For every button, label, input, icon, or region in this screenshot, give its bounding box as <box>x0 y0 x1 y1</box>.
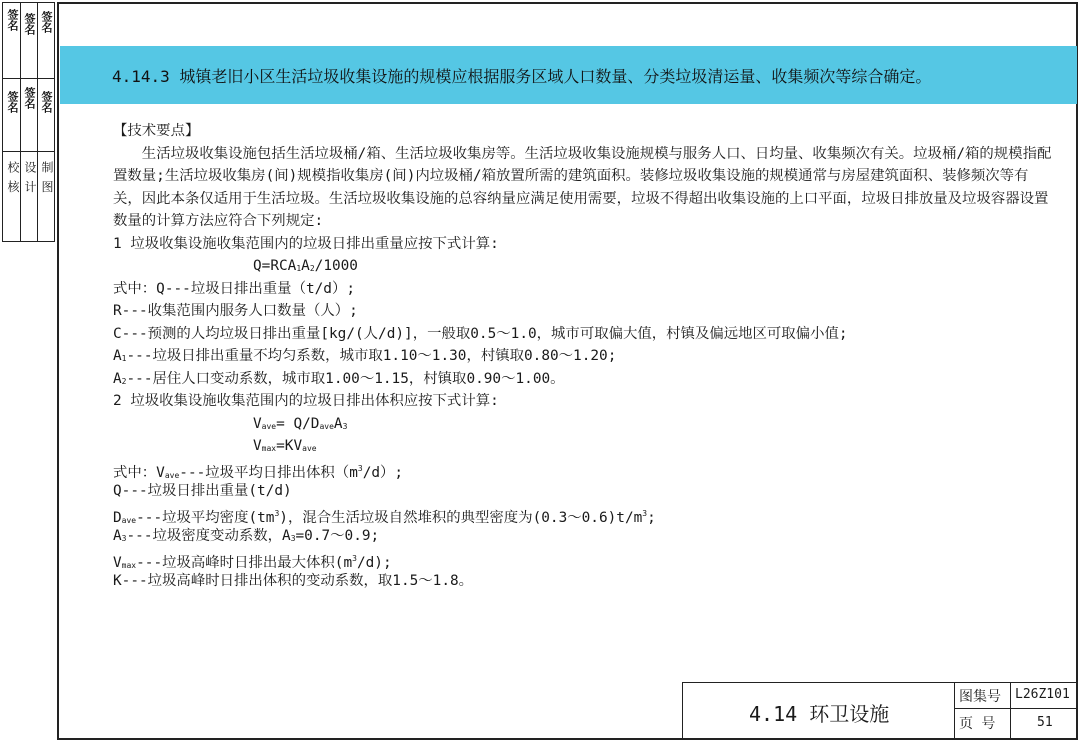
label-design: 设 计 <box>23 161 37 193</box>
page-number-label: 页 号 <box>955 709 1011 739</box>
label-check: 校 核 <box>6 161 20 193</box>
atlas-number-value: L26Z101 <box>1011 683 1077 709</box>
section-title-cell <box>683 683 955 739</box>
clause-text: 4.14.3 城镇老旧小区生活垃圾收集设施的规模应根据服务区域人口数量、分类垃圾清运量、收集频次等综合确定。 <box>112 67 932 86</box>
formula-vave: $V_{ave}= Q/D_{ave}A_3$ <box>253 415 348 432</box>
definition-a3: $A_3---$垃圾密度变动系数，$A_3=0.7\sim 0.9$; <box>113 528 380 544</box>
definition-dave: $D_{ave}---$垃圾平均密度$(tm^3)$，混合生活垃圾自然堆积的典型密度为$(0.3\sim 0.6)t/m^3$; <box>113 508 656 526</box>
definition-vave: 式中：$V_{ave}---$垃圾平均日排出体积$(m^3/d)$; <box>113 463 404 481</box>
definition-q2: Q---垃圾日排出重量(t/d) <box>113 483 292 499</box>
signature-mark: 签名 <box>23 13 36 35</box>
signature-mark: 签名 <box>6 91 19 113</box>
definition-a2: $A_2---$居住人口变动系数，城市取1.00～1.15，村镇取0.90～1.00。 <box>113 370 565 387</box>
clause-banner <box>60 46 1077 104</box>
signature-mark: 签名 <box>23 87 36 109</box>
intro-paragraph: 生活垃圾收集设施包括生活垃圾桶/箱、生活垃圾收集房等。生活垃圾收集设施规模与服务人口、日均量、收集频次有关。垃圾桶/箱的规模指配置数量;生活垃圾收集房(间)规模指收集房(间)内垃圾桶/箱放置所需的建筑面积。装修垃圾收集设施的规模通常与房屋建筑面积、装修频次等有关，因此本条仅适用于生活垃圾。生活垃圾收集设施的总容纳量应满足使用需要，垃圾不得超出收集设施的上口平面，垃圾日排放量及垃圾容器设置数量的计算方法应符合下列规定: <box>113 145 1052 229</box>
signature-strip <box>2 2 55 242</box>
definition-a1: $A_1---$垃圾日排出重量不均匀系数，城市取1.10～1.30，村镇取0.80～1.20; <box>113 348 617 364</box>
formula-weight: $Q=RCA_1A_2/1000$ <box>253 258 358 274</box>
definition-r: R---收集范围内服务人口数量（人）; <box>113 303 358 319</box>
technical-points <box>113 120 1053 593</box>
definition-c: C---预测的人均垃圾日排出重量[kg/(人/d)]，一般取0.5～1.0，城市可取偏大值，村镇及偏远地区可取偏小值; <box>113 325 848 342</box>
signature-mark: 签名 <box>40 91 53 113</box>
formula-vmax: $V_{max}=KV_{ave}$ <box>253 438 317 454</box>
page-number-value: 51 <box>1037 715 1053 730</box>
item-1-title: 1 垃圾收集设施收集范围内的垃圾日排出重量应按下式计算: <box>113 235 499 252</box>
definition-k: K---垃圾高峰时日排出体积的变动系数，取1.5～1.8。 <box>113 573 474 589</box>
title-block <box>682 682 1078 740</box>
definition-q: 式中：Q---垃圾日排出重量（t/d）; <box>113 280 355 297</box>
section-heading: 【技术要点】 <box>113 123 200 139</box>
item-2-title: 2 垃圾收集设施收集范围内的垃圾日排出体积应按下式计算: <box>113 393 499 409</box>
label-drawing: 制 图 <box>40 161 54 193</box>
atlas-number-label: 图集号 <box>955 683 1011 709</box>
signature-mark: 签名 <box>40 11 53 33</box>
signature-mark: 签名 <box>6 9 19 31</box>
section-title: 4.14 环卫设施 <box>749 702 890 726</box>
definition-vmax: $V_{max}---$垃圾高峰时日排出最大体积$(m^3/d)$; <box>113 553 392 571</box>
